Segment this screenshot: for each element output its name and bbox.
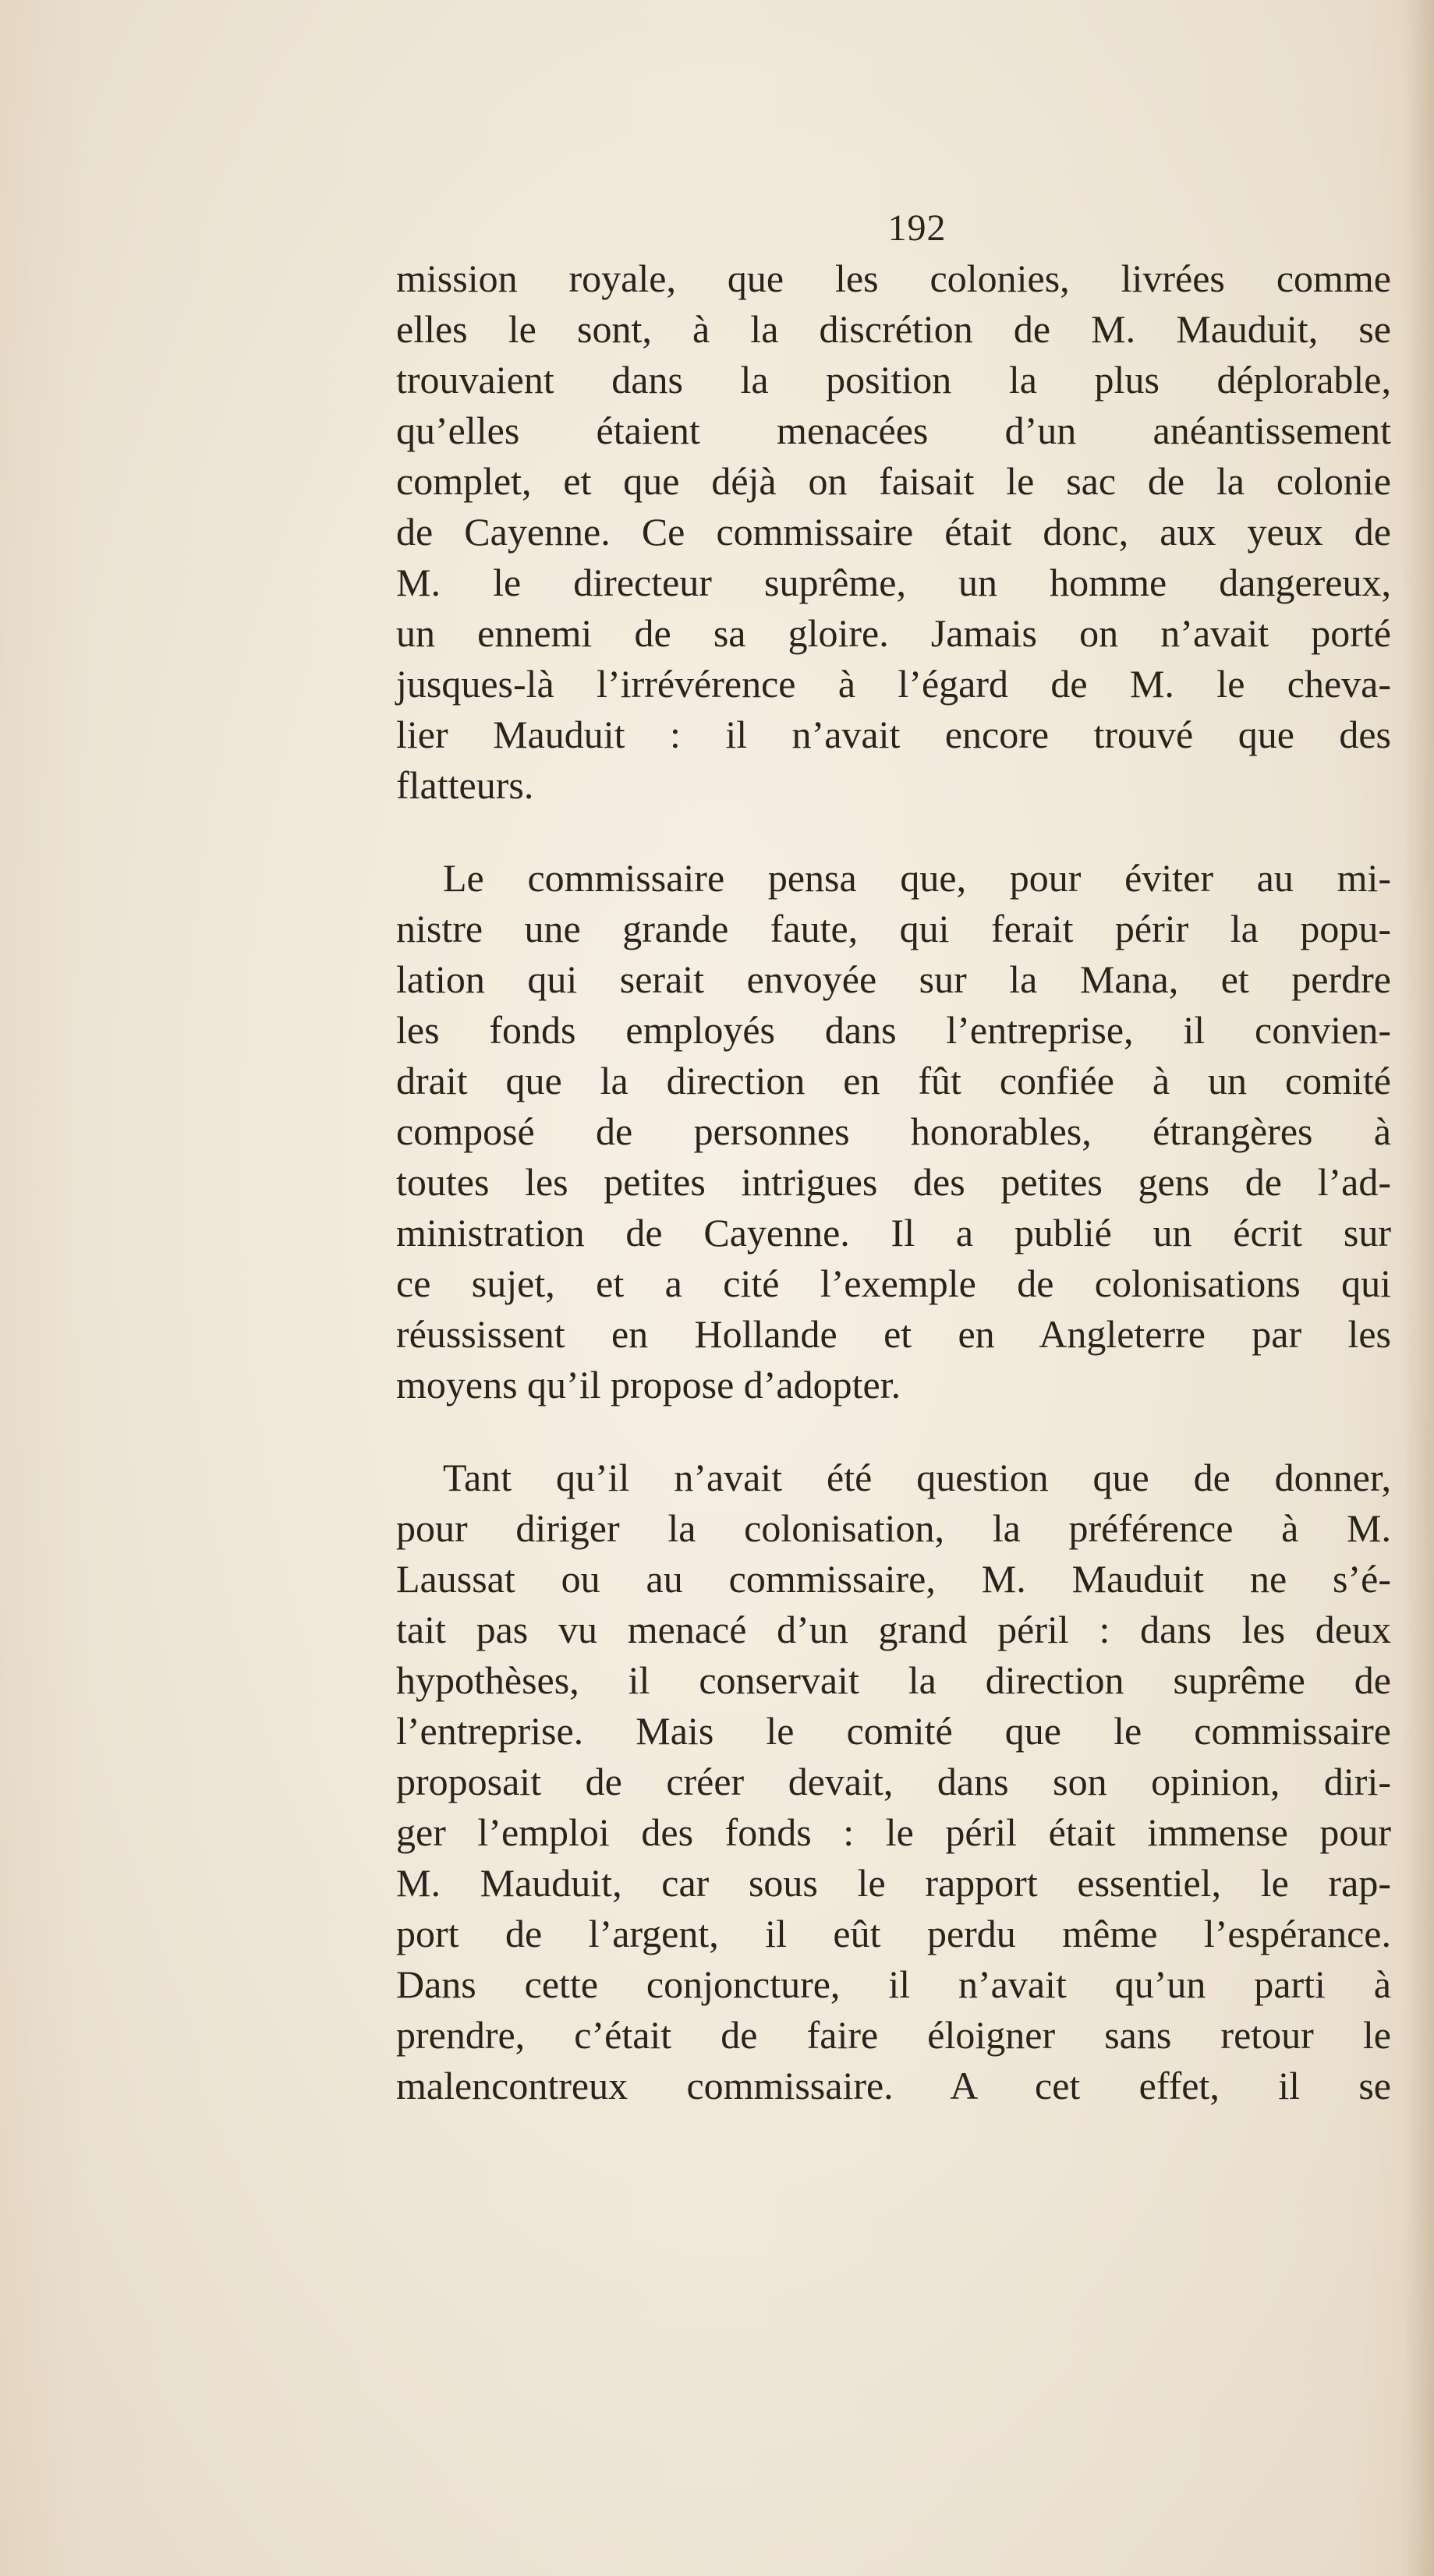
text-line: Laussat ou au commissaire, M. Mauduit ne s’é- [396,1557,1391,1601]
paragraph-2 [396,853,1391,1410]
text-line: composé de personnes honorables, étrangères à [396,1109,1391,1153]
text-line: ger l’emploi des fonds : le péril était immense pour [396,1810,1391,1854]
text-line: l’entreprise. Mais le comité que le commissaire [396,1709,1391,1753]
text-line: les fonds employés dans l’entreprise, il convien- [396,1008,1391,1052]
text-line: tait pas vu menacé d’un grand péril : dans les deux [396,1608,1391,1651]
text-line: M. le directeur suprême, un homme dangereux, [396,561,1391,604]
text-line: Dans cette conjoncture, il n’avait qu’un parti à [396,1962,1391,2006]
text-line: Tant qu’il n’avait été question que de donner, [443,1456,1391,1499]
text-line: complet, et que déjà on faisait le sac de la colonie [396,459,1391,503]
text-line: prendre, c’était de faire éloigner sans retour le [396,2013,1391,2057]
text-line: flatteurs. [396,763,534,807]
text-line: jusques-là l’irrévérence à l’égard de M. le cheva- [396,662,1391,706]
text-line: drait que la direction en fût confiée à un comité [396,1059,1391,1102]
page-edge-shadow [1403,0,1434,2576]
paragraph-1 [396,253,1391,811]
text-line: port de l’argent, il eût perdu même l’espérance. [396,1912,1391,1955]
text-line: proposait de créer devait, dans son opinion, diri- [396,1760,1391,1803]
text-line: qu’elles étaient menacées d’un anéantissement [396,409,1391,452]
text-line: pour diriger la colonisation, la préférence à M. [396,1506,1391,1550]
page-text-block [396,203,1391,2153]
paragraph-3 [396,1453,1391,2111]
text-line: lier Mauduit : il n’avait encore trouvé que des [396,713,1391,756]
page-number: 192 [887,207,947,249]
text-line: M. Mauduit, car sous le rapport essentiel, le rap- [396,1861,1391,1905]
text-line: mission royale, que les colonies, livrées comme [396,257,1391,300]
text-line: trouvaient dans la position la plus déplorable, [396,358,1391,402]
text-line: nistre une grande faute, qui ferait périr la popu- [396,907,1391,950]
text-line: malencontreux commissaire. A cet effet, il se [396,2064,1391,2107]
text-line: ministration de Cayenne. Il a publié un écrit sur [396,1211,1391,1254]
text-line: Le commissaire pensa que, pour éviter au mi- [443,856,1391,900]
text-line: hypothèses, il conservait la direction suprême de [396,1658,1391,1702]
text-line: ce sujet, et a cité l’exemple de colonisations qui [396,1261,1391,1305]
text-line: réussissent en Hollande et en Angleterre par les [396,1312,1391,1356]
text-line: moyens qu’il propose d’adopter. [396,1363,901,1407]
text-line: un ennemi de sa gloire. Jamais on n’avait porté [396,611,1391,655]
text-line: toutes les petites intrigues des petites gens de l’ad- [396,1160,1391,1204]
text-line: lation qui serait envoyée sur la Mana, et perdre [396,957,1391,1001]
text-line: de Cayenne. Ce commissaire était donc, aux yeux de [396,510,1391,554]
text-line: elles le sont, à la discrétion de M. Mauduit, se [396,307,1391,351]
